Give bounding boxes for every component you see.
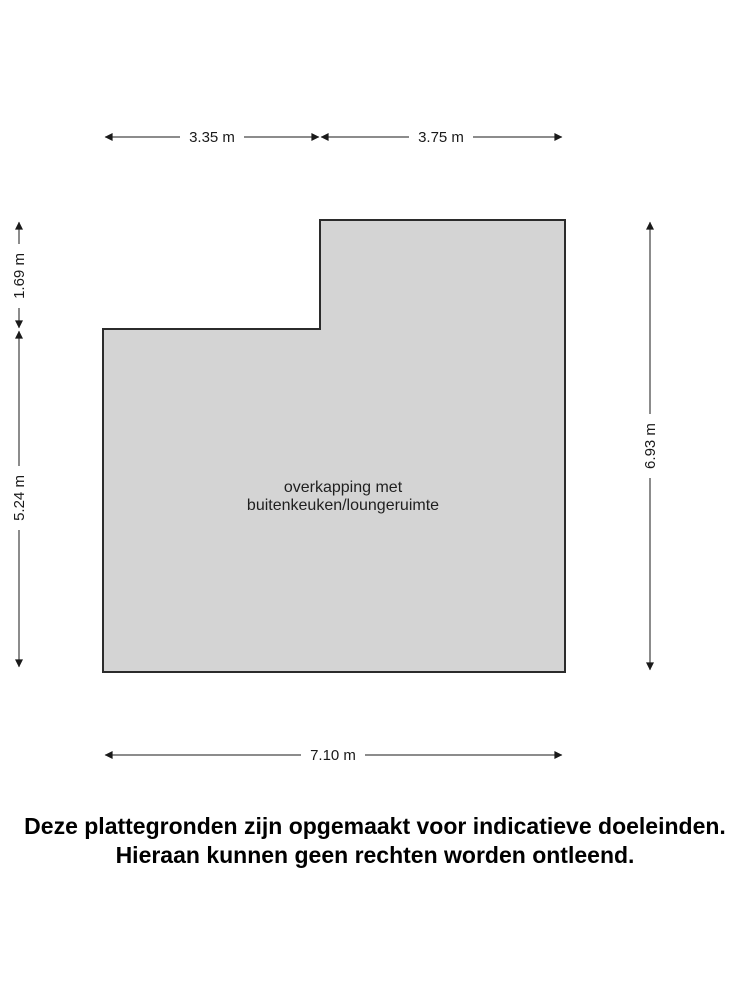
disclaimer-line1: Deze plattegronden zijn opgemaakt voor indicatieve doeleinden. — [24, 813, 726, 839]
disclaimer-text — [0, 812, 750, 870]
disclaimer-line2: Hieraan kunnen geen rechten worden ontleend. — [115, 842, 635, 868]
dimension-group-left-lower — [10, 466, 28, 530]
room-shape — [103, 220, 565, 672]
dimension-label-top-left: 3.35 m — [189, 129, 235, 146]
dimension-label-top-right: 3.75 m — [418, 129, 464, 146]
dimension-group-right — [641, 414, 659, 478]
dimension-label-left-lower: 5.24 m — [11, 475, 28, 521]
dimension-label-right: 6.93 m — [642, 423, 659, 469]
room-label-line1: overkapping met — [283, 479, 403, 496]
dimension-label-left-upper: 1.69 m — [11, 253, 28, 299]
room-label-line2: buitenkeuken/loungeruimte — [246, 497, 440, 514]
dimension-label-bottom: 7.10 m — [310, 747, 356, 764]
dimension-group-left-upper — [10, 244, 28, 308]
